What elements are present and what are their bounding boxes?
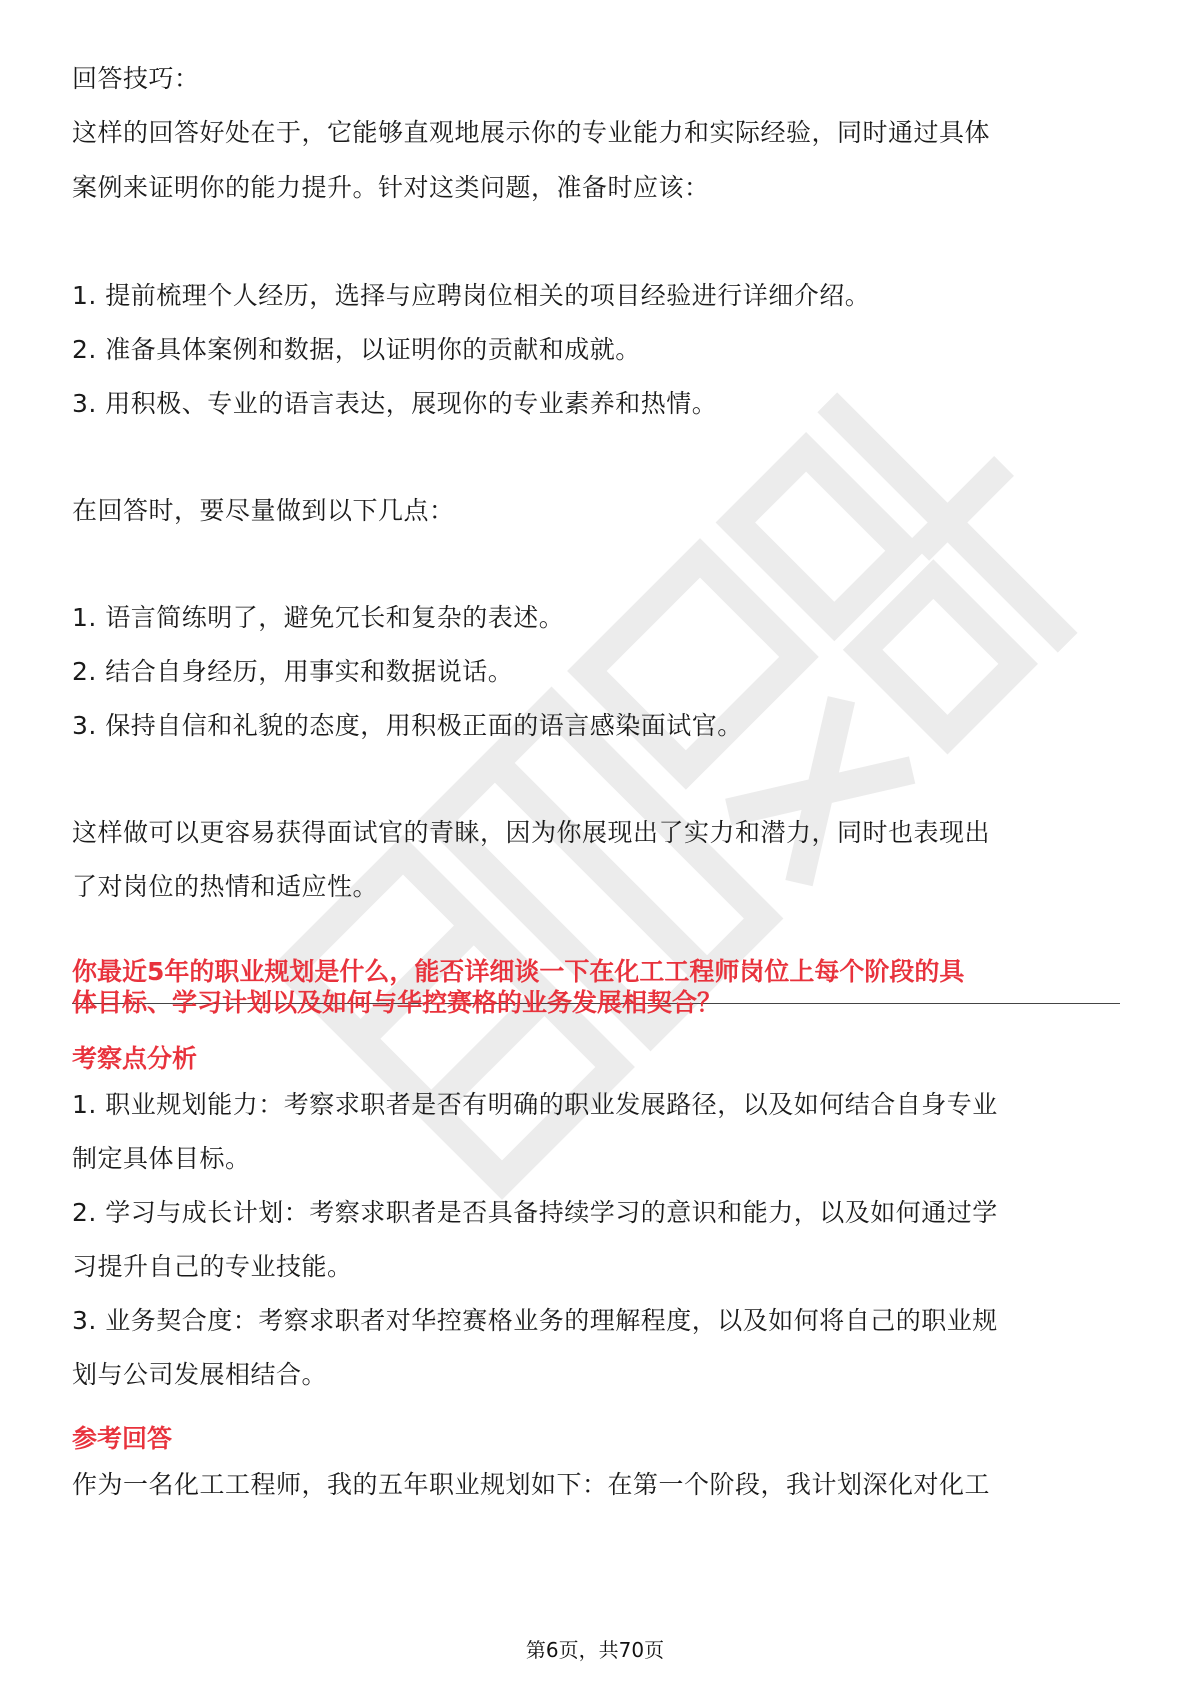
- tips-title: 回答技巧：: [72, 64, 200, 93]
- analysis-item-line: 划与公司发展相结合。: [72, 1360, 328, 1389]
- prep-list-item: 1. 提前梳理个人经历，选择与应聘岗位相关的项目经验进行详细介绍。: [72, 281, 871, 310]
- question-heading-line: 你最近5年的职业规划是什么，能否详细谈一下在化工工程师岗位上每个阶段的具: [72, 957, 965, 986]
- question-heading-line: 体目标、学习计划以及如何与华控赛格的业务发展相契合？: [72, 988, 723, 1017]
- prep-list-item: 3. 用积极、专业的语言表达，展现你的专业素养和热情。: [72, 389, 718, 418]
- analysis-title: 考察点分析: [72, 1044, 198, 1073]
- analysis-item-line: 3. 业务契合度：考察求职者对华控赛格业务的理解程度，以及如何将自己的职业规: [72, 1306, 998, 1335]
- reference-title: 参考回答: [72, 1424, 173, 1453]
- closing-paragraph-line: 这样做可以更容易获得面试官的青睐，因为你展现出了实力和潜力，同时也表现出: [72, 818, 991, 847]
- answer-point-item: 2. 结合自身经历，用事实和数据说话。: [72, 657, 514, 686]
- page-number: 第6页，共70页: [525, 1638, 665, 1662]
- tips-paragraph-line: 这样的回答好处在于，它能够直观地展示你的专业能力和实际经验，同时通过具体: [72, 118, 991, 147]
- analysis-item-line: 制定具体目标。: [72, 1144, 251, 1173]
- answer-point-item: 1. 语言简练明了，避免冗长和复杂的表述。: [72, 603, 565, 632]
- answer-points-title: 在回答时，要尽量做到以下几点：: [72, 496, 455, 525]
- prep-list-item: 2. 准备具体案例和数据，以证明你的贡献和成就。: [72, 335, 641, 364]
- analysis-item-line: 2. 学习与成长计划：考察求职者是否具备持续学习的意识和能力，以及如何通过学: [72, 1198, 998, 1227]
- answer-point-item: 3. 保持自信和礼貌的态度，用积极正面的语言感染面试官。: [72, 711, 743, 740]
- analysis-item-line: 1. 职业规划能力：考察求职者是否有明确的职业发展路径，以及如何结合自身专业: [72, 1090, 998, 1119]
- tips-paragraph-line: 案例来证明你的能力提升。针对这类问题，准备时应该：: [72, 173, 710, 202]
- analysis-item-line: 习提升自己的专业技能。: [72, 1252, 353, 1281]
- closing-paragraph-line: 了对岗位的热情和适应性。: [72, 872, 379, 901]
- reference-answer-line: 作为一名化工工程师，我的五年职业规划如下：在第一个阶段，我计划深化对化工: [72, 1470, 991, 1499]
